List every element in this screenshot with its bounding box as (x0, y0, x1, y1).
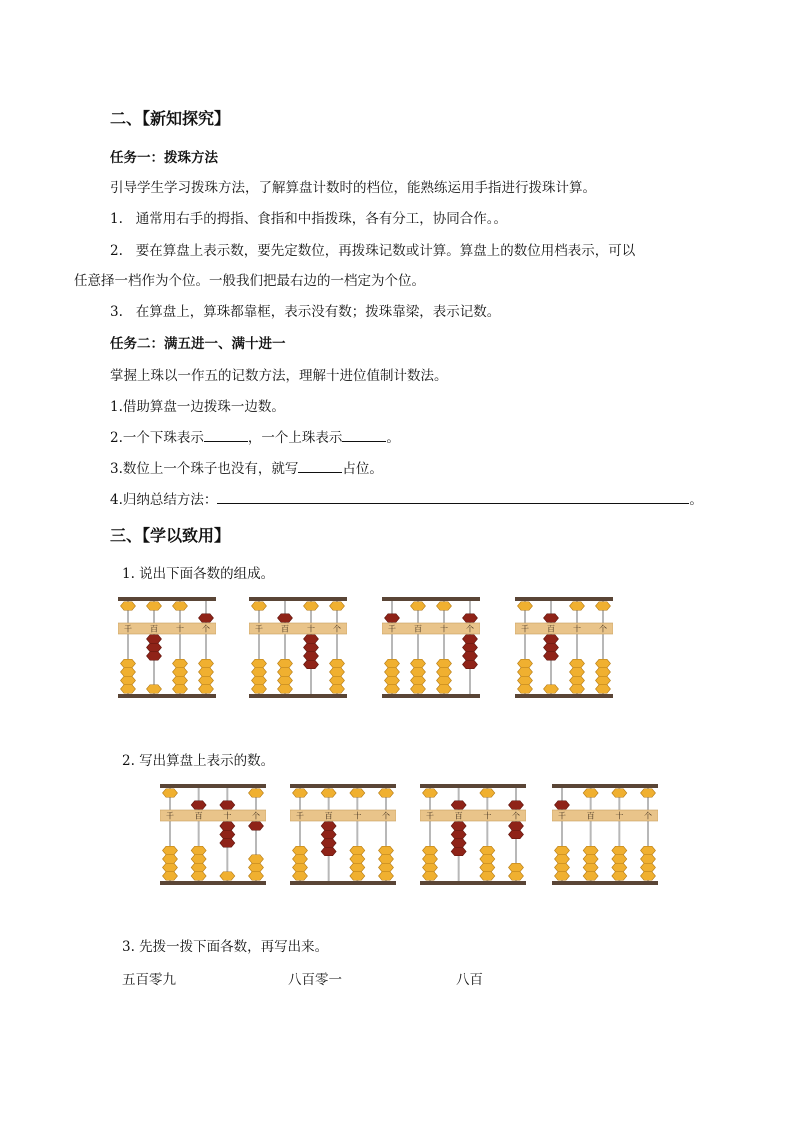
bead (518, 685, 533, 694)
abacus-beam (552, 810, 658, 821)
bead (278, 668, 293, 677)
abacus (552, 782, 658, 886)
bead (583, 855, 598, 864)
bead (385, 685, 400, 694)
rod-label: 百 (324, 811, 333, 821)
rod-label: 个 (512, 811, 520, 821)
active-bead (278, 614, 293, 623)
rod-label: 千 (388, 624, 396, 634)
active-bead (304, 660, 319, 669)
bead (509, 872, 524, 881)
bead (385, 668, 400, 677)
rod-label: 百 (586, 811, 595, 821)
rod-label: 千 (166, 811, 174, 821)
bead (570, 602, 585, 611)
rod-label: 千 (426, 811, 434, 821)
answer-blank-lower-bead[interactable] (204, 428, 248, 442)
bead (220, 872, 235, 881)
bead (330, 685, 345, 694)
item-text: 要在算盘上表示数，要先定数位，再拨珠记数或计算。算盘上的数位用档表示，可以 (135, 243, 636, 259)
active-bead (220, 830, 235, 839)
question-1: 1. 说出下面各数的组成。 (122, 566, 275, 582)
item2-text-c: 。 (386, 430, 400, 446)
bead (191, 846, 206, 855)
bead (147, 602, 162, 611)
bead (379, 855, 394, 864)
bead (191, 872, 206, 881)
answer-blank-summary[interactable] (217, 490, 689, 504)
active-bead (509, 801, 524, 810)
bead (612, 855, 627, 864)
rod-label: 百 (281, 624, 289, 634)
bead (191, 855, 206, 864)
active-bead (191, 801, 206, 810)
bead (596, 668, 611, 677)
bead (379, 863, 394, 872)
rod-label: 个 (333, 624, 341, 634)
question-2: 2. 写出算盘上表示的数。 (122, 753, 275, 769)
bead (437, 685, 452, 694)
abacus-frame-bottom (552, 881, 658, 885)
bead (518, 602, 533, 611)
bead (480, 855, 495, 864)
bead (350, 789, 365, 798)
bead (350, 846, 365, 855)
active-bead (451, 847, 466, 856)
bead (518, 676, 533, 685)
q3-number-2: 八百零一 (288, 972, 342, 988)
abacus-frame-top (249, 597, 347, 601)
bead (641, 872, 656, 881)
bead (330, 676, 345, 685)
task1-title: 任务一：拨珠方法 (110, 150, 218, 166)
active-bead (321, 839, 336, 848)
bead (518, 668, 533, 677)
bead (379, 872, 394, 881)
item2-text-a: 2.一个下珠表示 (110, 430, 204, 446)
active-bead (451, 822, 466, 831)
bead (249, 855, 264, 864)
bead (147, 685, 162, 694)
bead (163, 863, 178, 872)
bead (612, 846, 627, 855)
bead (173, 668, 188, 677)
bead (173, 659, 188, 668)
item-number: 2. (110, 243, 123, 259)
abacus-frame-bottom (515, 694, 613, 698)
active-bead (509, 822, 524, 831)
abacus-frame-top (515, 597, 613, 601)
bead (121, 659, 136, 668)
bead (385, 659, 400, 668)
active-bead (220, 801, 235, 810)
task1-item-3 (110, 300, 500, 320)
abacus (160, 782, 266, 886)
bead (437, 668, 452, 677)
abacus (515, 595, 613, 699)
bead (480, 863, 495, 872)
active-bead (451, 801, 466, 810)
bead (199, 685, 214, 694)
item-number: 3. (110, 304, 123, 320)
rod-label: 百 (414, 624, 422, 634)
bead (121, 685, 136, 694)
active-bead (463, 652, 478, 661)
bead (641, 855, 656, 864)
abacus-frame-bottom (249, 694, 347, 698)
active-bead (304, 635, 319, 644)
bead (583, 846, 598, 855)
task1-intro: 引导学生学习拨珠方法，了解算盘计数时的档位，能熟练运用手指进行拨珠计算。 (110, 180, 596, 196)
rod-label: 千 (521, 624, 529, 634)
rod-label: 千 (296, 811, 304, 821)
abacus (290, 782, 396, 886)
abacus (249, 595, 347, 699)
answer-blank-upper-bead[interactable] (342, 428, 386, 442)
rod-label: 十 (353, 811, 362, 821)
active-bead (321, 847, 336, 856)
active-bead (451, 839, 466, 848)
bead (330, 659, 345, 668)
bead (612, 872, 627, 881)
bead (480, 789, 495, 798)
bead (570, 659, 585, 668)
bead (249, 872, 264, 881)
active-bead (147, 643, 162, 652)
bead (121, 602, 136, 611)
bead (173, 602, 188, 611)
active-bead (463, 660, 478, 669)
active-bead (304, 652, 319, 661)
bead (330, 668, 345, 677)
bead (252, 676, 267, 685)
bead (199, 676, 214, 685)
bead (121, 676, 136, 685)
bead (423, 846, 438, 855)
abacus-frame-bottom (118, 694, 216, 698)
bead (293, 855, 308, 864)
bead (411, 685, 426, 694)
task2-item-4 (110, 488, 703, 508)
bead (191, 863, 206, 872)
active-bead (509, 830, 524, 839)
bead (518, 659, 533, 668)
rod-label: 个 (644, 811, 652, 821)
bead (596, 685, 611, 694)
bead (596, 602, 611, 611)
item-number: 1. (110, 211, 123, 227)
active-bead (220, 822, 235, 831)
item-text: 通常用右手的拇指、食指和中指拨珠，各有分工，协同合作。。 (135, 211, 508, 227)
bead (423, 855, 438, 864)
bead (293, 789, 308, 798)
bead (121, 668, 136, 677)
active-bead (249, 822, 264, 831)
bead (252, 668, 267, 677)
abacus-frame-bottom (420, 881, 526, 885)
bead (570, 676, 585, 685)
section-heading-new-knowledge: 二、【新知探究】 (110, 109, 231, 128)
task2-item-3 (110, 457, 383, 477)
bead (199, 668, 214, 677)
bead (544, 685, 559, 694)
bead (641, 863, 656, 872)
bead (173, 676, 188, 685)
abacus-frame-top (420, 784, 526, 788)
rod-label: 十 (176, 624, 184, 634)
active-bead (220, 839, 235, 848)
rod-label: 千 (124, 624, 132, 634)
active-bead (544, 652, 559, 661)
bead (379, 789, 394, 798)
bead (570, 685, 585, 694)
bead (249, 863, 264, 872)
active-bead (147, 635, 162, 644)
bead (437, 659, 452, 668)
rod-label: 十 (573, 624, 581, 634)
bead (293, 846, 308, 855)
bead (555, 855, 570, 864)
bead (612, 789, 627, 798)
bead (596, 659, 611, 668)
active-bead (385, 614, 400, 623)
bead (437, 676, 452, 685)
bead (555, 863, 570, 872)
bead (252, 685, 267, 694)
bead (641, 846, 656, 855)
rod-label: 个 (382, 811, 390, 821)
bead (480, 846, 495, 855)
bead (304, 602, 319, 611)
bead (411, 676, 426, 685)
task1-item-1 (110, 207, 507, 227)
bead (379, 846, 394, 855)
bead (583, 863, 598, 872)
question-3: 3. 先拨一拨下面各数，再写出来。 (122, 939, 329, 955)
rod-label: 十 (223, 811, 232, 821)
abacus-frame-bottom (290, 881, 396, 885)
bead (423, 789, 438, 798)
bead (423, 863, 438, 872)
abacus-frame-top (160, 784, 266, 788)
abacus-frame-top (552, 784, 658, 788)
section-heading-apply: 三、【学以致用】 (110, 526, 231, 545)
abacus-beam (160, 810, 266, 821)
active-bead (451, 830, 466, 839)
bead (163, 872, 178, 881)
abacus-beam (420, 810, 526, 821)
rod-label: 个 (599, 624, 607, 634)
answer-blank-placeholder[interactable] (298, 459, 342, 473)
abacus (420, 782, 526, 886)
abacus-frame-bottom (382, 694, 480, 698)
rod-label: 十 (307, 624, 315, 634)
q3-number-1: 五百零九 (122, 972, 176, 988)
bead (350, 863, 365, 872)
active-bead (147, 652, 162, 661)
bead (163, 846, 178, 855)
bead (641, 789, 656, 798)
task1-item-2-continued: 任意择一档作为个位。一般我们把最右边的一档定为个位。 (74, 273, 425, 289)
active-bead (463, 643, 478, 652)
bead (411, 668, 426, 677)
bead (350, 872, 365, 881)
item4-text-a: 4.归纳总结方法： (110, 492, 218, 508)
bead (293, 863, 308, 872)
rod-label: 百 (547, 624, 555, 634)
bead (252, 602, 267, 611)
bead (437, 602, 452, 611)
abacus (118, 595, 216, 699)
item2-text-b: ，一个上珠表示 (247, 430, 343, 446)
rod-label: 个 (466, 624, 474, 634)
rod-label: 百 (194, 811, 203, 821)
bead (583, 872, 598, 881)
bead (173, 685, 188, 694)
rod-label: 十 (615, 811, 624, 821)
bead (249, 789, 264, 798)
bead (480, 872, 495, 881)
bead (555, 846, 570, 855)
item3-text-b: 占位。 (342, 461, 383, 477)
active-bead (463, 635, 478, 644)
bead (423, 872, 438, 881)
abacus-frame-top (290, 784, 396, 788)
bead (555, 872, 570, 881)
active-bead (555, 801, 570, 810)
rod-label: 百 (150, 624, 158, 634)
active-bead (544, 614, 559, 623)
item4-text-b: 。 (689, 492, 703, 508)
bead (278, 676, 293, 685)
abacus (382, 595, 480, 699)
item-text: 在算盘上，算珠都靠框，表示没有数；拨珠靠梁，表示记数。 (135, 304, 501, 320)
rod-label: 百 (454, 811, 463, 821)
bead (509, 863, 524, 872)
q3-number-3: 八百 (456, 972, 483, 988)
bead (330, 602, 345, 611)
rod-label: 个 (202, 624, 210, 634)
task2-intro: 掌握上珠以一作五的记数方法，理解十进位值制计数法。 (110, 368, 448, 384)
active-bead (463, 614, 478, 623)
abacus-frame-top (118, 597, 216, 601)
active-bead (304, 643, 319, 652)
bead (596, 676, 611, 685)
bead (612, 863, 627, 872)
rod-label: 十 (440, 624, 448, 634)
bead (252, 659, 267, 668)
task2-item-2 (110, 426, 400, 446)
bead (278, 685, 293, 694)
bead (411, 602, 426, 611)
task2-item-1: 1.借助算盘一边拨珠一边数。 (110, 399, 285, 415)
bead (163, 789, 178, 798)
rod-label: 十 (483, 811, 492, 821)
bead (385, 676, 400, 685)
bead (278, 659, 293, 668)
bead (199, 659, 214, 668)
abacus-frame-bottom (160, 881, 266, 885)
task2-title: 任务二：满五进一、满十进一 (110, 336, 286, 352)
active-bead (321, 830, 336, 839)
bead (411, 659, 426, 668)
rod-label: 千 (255, 624, 263, 634)
task1-item-2 (110, 239, 635, 259)
active-bead (544, 643, 559, 652)
bead (350, 855, 365, 864)
rod-label: 个 (252, 811, 260, 821)
item3-text-a: 3.数位上一个珠子也没有，就写 (110, 461, 299, 477)
bead (293, 872, 308, 881)
active-bead (199, 614, 214, 623)
bead (583, 789, 598, 798)
active-bead (321, 822, 336, 831)
abacus-beam (290, 810, 396, 821)
active-bead (544, 635, 559, 644)
abacus-frame-top (382, 597, 480, 601)
rod-label: 千 (558, 811, 566, 821)
bead (163, 855, 178, 864)
bead (570, 668, 585, 677)
bead (321, 789, 336, 798)
